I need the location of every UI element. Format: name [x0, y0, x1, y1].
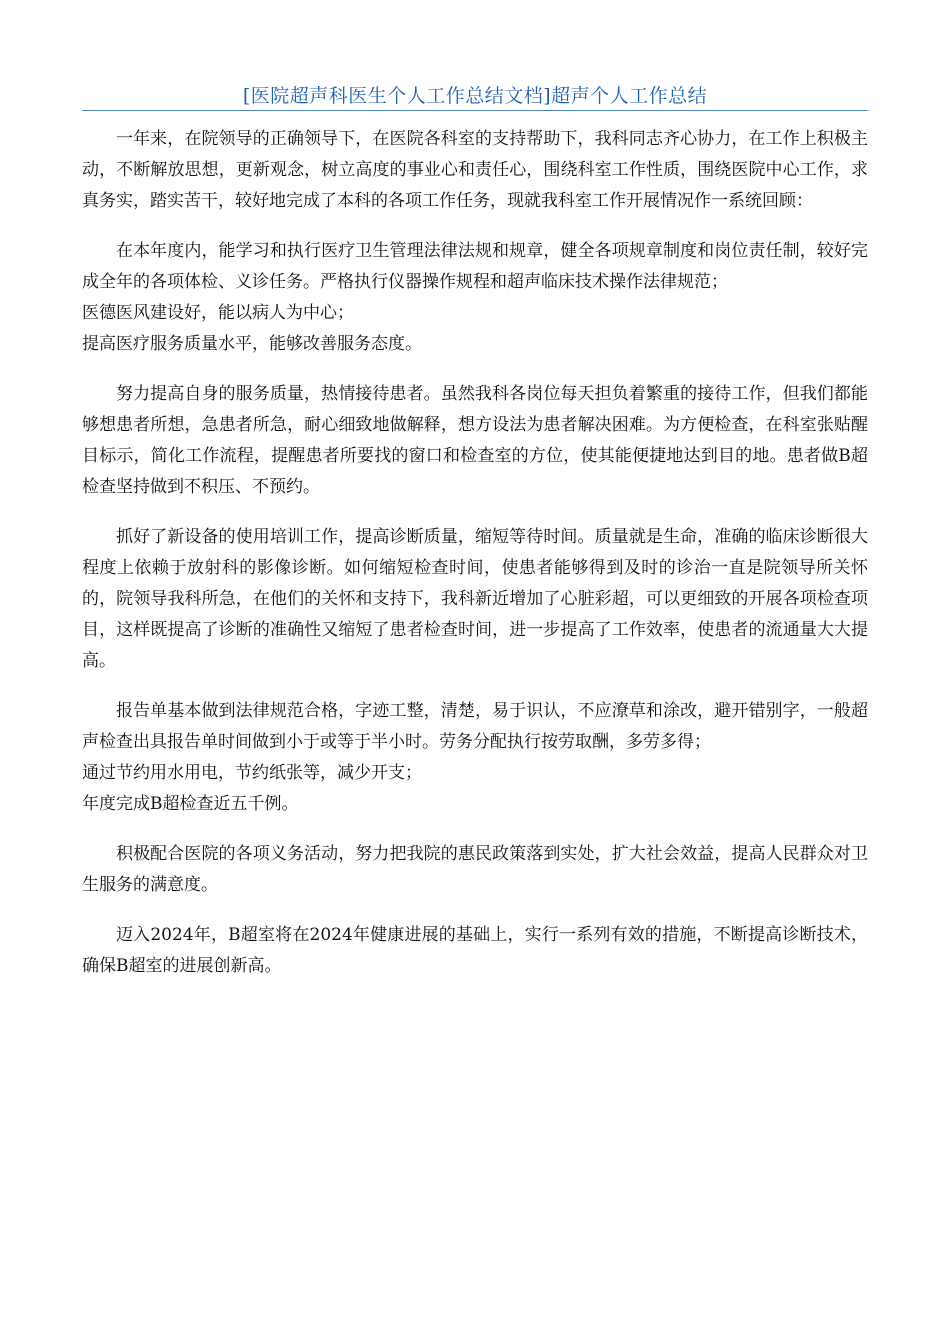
- document-title: [医院超声科医生个人工作总结文档]超声个人工作总结: [242, 85, 708, 107]
- paragraph-line: 提高医疗服务质量水平，能够改善服务态度。: [82, 334, 422, 354]
- paragraph-line: 通过节约用水用电，节约纸张等，减少开支；: [82, 763, 422, 783]
- paragraph-line: 努力提高自身的服务质量，热情接待患者。虽然我科各岗位每天担负着繁重的接待工作，但我们都能够想患者所想，急患者所急，耐心细致地做解释，想方设法为患者解决困难。为方便检查，在科室张贴醒目标示，简化工作流程，提醒患者所要找的窗口和检查室的方位，使其能便捷地达到目的地。患者做B超检查坚持做到不积压、不预约。: [82, 384, 868, 497]
- paragraph-outlook: [82, 920, 868, 982]
- paragraph-public-service: [82, 839, 868, 901]
- paragraph-line: 年度完成B超检查近五千例。: [82, 794, 299, 814]
- paragraph-line: 在本年度内，能学习和执行医疗卫生管理法律法规和规章，健全各项规章制度和岗位责任制，较好完成全年的各项体检、义诊任务。严格执行仪器操作规程和超声临床技术操作法律规范；: [82, 241, 868, 292]
- paragraph-line: 抓好了新设备的使用培训工作，提高诊断质量，缩短等待时间。质量就是生命，准确的临床诊断很大程度上依赖于放射科的影像诊断。如何缩短检查时间，使患者能够得到及时的诊治一直是院领导所关怀的，院领导我科所急，在他们的关怀和支持下，我科新近增加了心脏彩超，可以更细致的开展各项检查项目，这样既提高了诊断的准确性又缩短了患者检查时间，进一步提高了工作效率，使患者的流通量大大提高。: [82, 527, 868, 671]
- paragraph-line: 一年来，在院领导的正确领导下，在医院各科室的支持帮助下，我科同志齐心协力，在工作上积极主动，不断解放思想，更新观念，树立高度的事业心和责任心，围绕科室工作性质，围绕医院中心工作，求真务实，踏实苦干，较好地完成了本科的各项工作任务，现就我科室工作开展情况作一系统回顾：: [82, 129, 868, 211]
- paragraph-line: 医德医风建设好，能以病人为中心；: [82, 303, 354, 323]
- paragraph-line: 积极配合医院的各项义务活动，努力把我院的惠民政策落到实处，扩大社会效益，提高人民群众对卫生服务的满意度。: [82, 844, 868, 895]
- paragraph-line: 报告单基本做到法律规范合格，字迹工整，清楚，易于识认，不应潦草和涂改，避开错别字，一般超声检查出具报告单时间做到小于或等于半小时。劳务分配执行按劳取酬，多劳多得；: [82, 701, 868, 752]
- paragraph-service-quality: [82, 379, 868, 503]
- paragraph-new-equipment: [82, 522, 868, 677]
- paragraph-intro: [82, 124, 868, 217]
- document-body: [82, 124, 868, 1001]
- document-header: [82, 84, 868, 111]
- paragraph-reports: [82, 696, 868, 820]
- paragraph-regulations: [82, 236, 868, 360]
- paragraph-line: 迈入2024年，B超室将在2024年健康进展的基础上，实行一系列有效的措施，不断提高诊断技术，确保B超室的进展创新高。: [82, 925, 868, 976]
